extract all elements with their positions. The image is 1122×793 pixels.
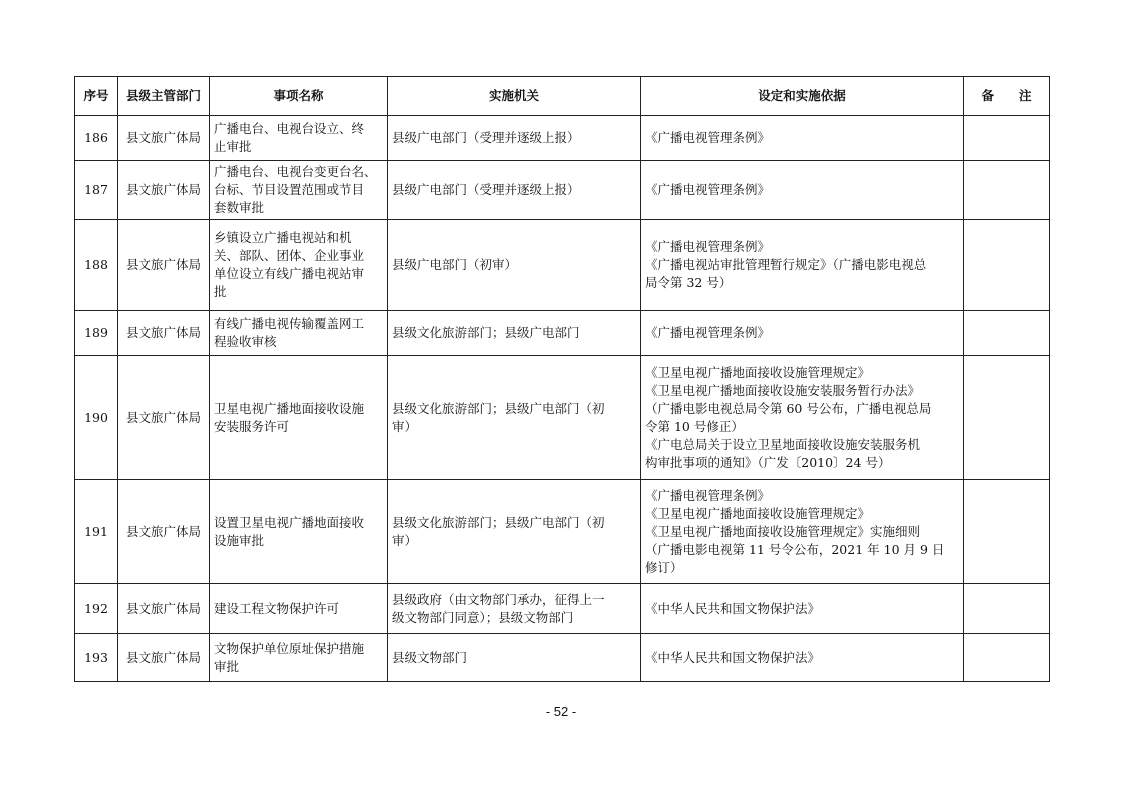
row-agency bbox=[388, 311, 641, 356]
row-legal-basis bbox=[641, 356, 964, 480]
row-item-name-line: 文物保护单位原址保护措施 bbox=[214, 640, 365, 656]
row-item-name-line: 建设工程文物保护许可 bbox=[214, 600, 340, 616]
row-department: 县文旅广体局 bbox=[118, 480, 210, 584]
row-agency-line: 级文物部门同意）；县级文物部门 bbox=[392, 609, 574, 625]
row-number: 189 bbox=[75, 311, 118, 356]
row-item-name-line: 批 bbox=[214, 284, 227, 299]
row-item-name bbox=[210, 311, 388, 356]
approval-items-table bbox=[74, 76, 1050, 682]
row-item-name-line: 设置卫星电视广播地面接收 bbox=[214, 514, 365, 530]
table-header-row bbox=[75, 77, 1050, 116]
header-item: 事项名称 bbox=[210, 77, 388, 116]
row-note bbox=[964, 220, 1050, 311]
row-agency-line: 县级广电部门（受理并逐级上报） bbox=[392, 130, 580, 145]
row-legal-basis bbox=[641, 480, 964, 584]
row-agency bbox=[388, 584, 641, 634]
row-legal-basis bbox=[641, 311, 964, 356]
row-number: 191 bbox=[75, 480, 118, 584]
row-legal-basis bbox=[641, 584, 964, 634]
row-number: 190 bbox=[75, 356, 118, 480]
row-legal-basis-line: 《卫星电视广播地面接收设施管理规定》 bbox=[645, 505, 871, 521]
table-row bbox=[75, 584, 1050, 634]
row-item-name-line: 广播电台、电视台设立、终 bbox=[214, 121, 365, 136]
row-item-name bbox=[210, 634, 388, 682]
row-legal-basis-line: 修订） bbox=[645, 559, 683, 575]
row-agency-line: 县级文化旅游部门；县级广电部门（初 bbox=[392, 400, 605, 416]
row-department: 县文旅广体局 bbox=[118, 634, 210, 682]
header-note: 备 注 bbox=[964, 77, 1050, 116]
row-agency-line: 审） bbox=[392, 532, 418, 548]
row-item-name-line: 程验收审核 bbox=[214, 334, 277, 349]
row-legal-basis-line: （广播电影电视总局令第 60 号公布，广播电视总局 bbox=[645, 400, 932, 416]
row-item-name-line: 单位设立有线广播电视站审 bbox=[214, 266, 365, 281]
row-legal-basis-line: 《卫星电视广播地面接收设施管理规定》 bbox=[645, 364, 871, 380]
row-item-name-line: 台标、节目设置范围或节目 bbox=[214, 182, 365, 197]
row-item-name-line: 有线广播电视传输覆盖网工 bbox=[214, 316, 365, 331]
row-number: 186 bbox=[75, 116, 118, 161]
row-note bbox=[964, 480, 1050, 584]
table-row bbox=[75, 480, 1050, 584]
row-agency bbox=[388, 634, 641, 682]
row-number: 193 bbox=[75, 634, 118, 682]
row-department: 县文旅广体局 bbox=[118, 311, 210, 356]
row-item-name bbox=[210, 161, 388, 220]
row-department: 县文旅广体局 bbox=[118, 116, 210, 161]
row-note bbox=[964, 584, 1050, 634]
row-department: 县文旅广体局 bbox=[118, 584, 210, 634]
row-item-name-line: 设施审批 bbox=[214, 532, 265, 548]
row-agency-line: 县级政府（由文物部门承办，征得上一 bbox=[392, 591, 605, 607]
row-legal-basis bbox=[641, 220, 964, 311]
row-item-name-line: 审批 bbox=[214, 658, 240, 674]
row-note bbox=[964, 311, 1050, 356]
row-item-name-line: 卫星电视广播地面接收设施 bbox=[214, 400, 365, 416]
row-legal-basis-line: 《广播电视管理条例》 bbox=[645, 487, 771, 503]
row-item-name-line: 乡镇设立广播电视站和机 bbox=[214, 230, 352, 245]
row-legal-basis-line: 《广播电视管理条例》 bbox=[645, 182, 771, 197]
row-item-name-line: 安装服务许可 bbox=[214, 418, 290, 434]
row-agency bbox=[388, 116, 641, 161]
row-agency bbox=[388, 220, 641, 311]
row-legal-basis-line: 《广播电视管理条例》 bbox=[645, 130, 771, 145]
row-agency-line: 审） bbox=[392, 418, 418, 434]
row-agency-line: 县级广电部门（初审） bbox=[392, 257, 518, 272]
table-row bbox=[75, 311, 1050, 356]
row-legal-basis bbox=[641, 116, 964, 161]
table-row bbox=[75, 356, 1050, 480]
row-legal-basis-line: 局令第 32 号） bbox=[645, 275, 732, 290]
row-department: 县文旅广体局 bbox=[118, 356, 210, 480]
row-agency-line: 县级文物部门 bbox=[392, 649, 468, 665]
header-org: 实施机关 bbox=[388, 77, 641, 116]
row-note bbox=[964, 356, 1050, 480]
page-number: - 52 - bbox=[545, 704, 577, 719]
row-agency-line: 县级广电部门（受理并逐级上报） bbox=[392, 182, 580, 197]
table-row bbox=[75, 634, 1050, 682]
row-legal-basis-line: 《广播电视站审批管理暂行规定》（广播电影电视总 bbox=[645, 257, 927, 272]
row-item-name bbox=[210, 356, 388, 480]
row-legal-basis-line: 《广播电视管理条例》 bbox=[645, 239, 771, 254]
row-agency-line: 县级文化旅游部门；县级广电部门（初 bbox=[392, 514, 605, 530]
row-legal-basis-line: （广播电影电视第 11 号令公布，2021 年 10 月 9 日 bbox=[645, 541, 945, 557]
row-item-name bbox=[210, 584, 388, 634]
row-agency bbox=[388, 356, 641, 480]
table-row bbox=[75, 116, 1050, 161]
row-number: 187 bbox=[75, 161, 118, 220]
row-note bbox=[964, 161, 1050, 220]
header-basis: 设定和实施依据 bbox=[641, 77, 964, 116]
row-legal-basis-line: 《中华人民共和国文物保护法》 bbox=[645, 649, 821, 665]
row-legal-basis-line: 《卫星电视广播地面接收设施安装服务暂行办法》 bbox=[645, 382, 921, 398]
header-dept: 县级主管部门 bbox=[118, 77, 210, 116]
header-num: 序号 bbox=[75, 77, 118, 116]
row-legal-basis bbox=[641, 634, 964, 682]
row-agency-line: 县级文化旅游部门；县级广电部门 bbox=[392, 325, 580, 340]
row-number: 188 bbox=[75, 220, 118, 311]
row-legal-basis-line: 《广播电视管理条例》 bbox=[645, 325, 771, 340]
table-body bbox=[75, 116, 1050, 682]
row-legal-basis bbox=[641, 161, 964, 220]
row-legal-basis-line: 《卫星电视广播地面接收设施管理规定》实施细则 bbox=[645, 523, 921, 539]
row-item-name bbox=[210, 480, 388, 584]
row-item-name-line: 套数审批 bbox=[214, 200, 265, 215]
row-item-name bbox=[210, 220, 388, 311]
row-department: 县文旅广体局 bbox=[118, 161, 210, 220]
row-agency bbox=[388, 161, 641, 220]
row-note bbox=[964, 634, 1050, 682]
table-row bbox=[75, 161, 1050, 220]
row-item-name-line: 关、部队、团体、企业事业 bbox=[214, 248, 365, 263]
row-item-name-line: 止审批 bbox=[214, 139, 252, 154]
row-legal-basis-line: 《中华人民共和国文物保护法》 bbox=[645, 600, 821, 616]
row-legal-basis-line: 《广电总局关于设立卫星地面接收设施安装服务机 bbox=[645, 436, 921, 452]
row-legal-basis-line: 构审批事项的通知》（广发〔2010〕24 号） bbox=[645, 454, 891, 470]
row-department: 县文旅广体局 bbox=[118, 220, 210, 311]
row-note bbox=[964, 116, 1050, 161]
row-item-name bbox=[210, 116, 388, 161]
row-number: 192 bbox=[75, 584, 118, 634]
row-agency bbox=[388, 480, 641, 584]
row-item-name-line: 广播电台、电视台变更台名、 bbox=[214, 164, 377, 179]
table-row bbox=[75, 220, 1050, 311]
row-legal-basis-line: 令第 10 号修正） bbox=[645, 418, 744, 434]
